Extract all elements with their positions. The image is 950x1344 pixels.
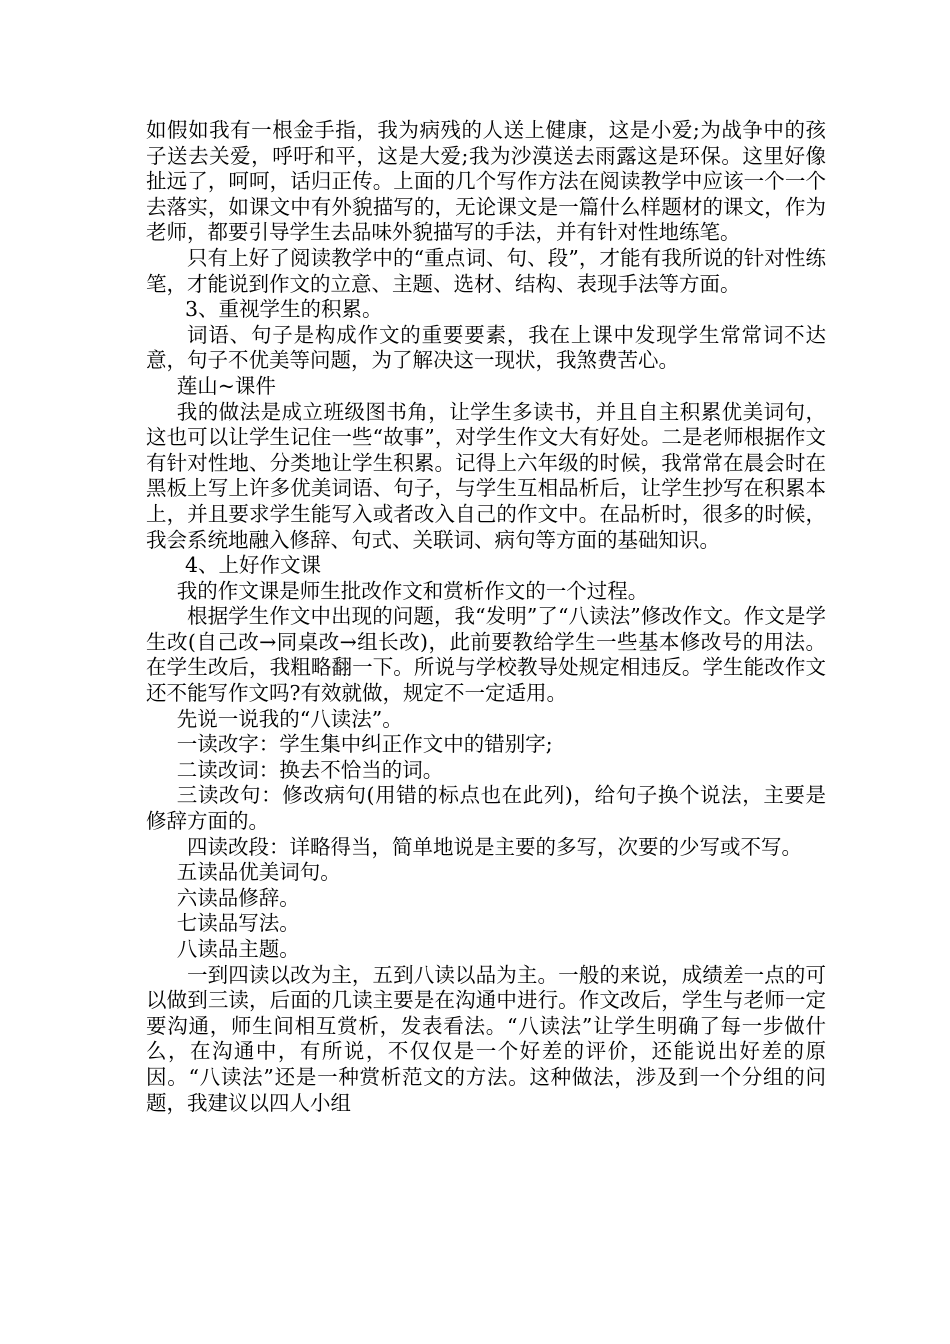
section-heading-4: 4、上好作文课	[184, 553, 321, 578]
body-text	[146, 118, 826, 1116]
list-item-read-4: 四读改段：详略得当，简单地说是主要的多写，次要的少写或不写。	[187, 834, 802, 859]
list-item-read-8: 八读品主题。	[176, 937, 300, 961]
paragraph-method-intro: 先说一说我的“八读法”。	[176, 706, 403, 731]
paragraph-intro: 如假如我有一根金手指，我为病残的人送上健康，这是小爱;为战争中的孩子送去关爱，呼吁和平，这是大爱;我为沙漠送去雨露这是环保。这里好像扯远了，呵呵，话归正传。上面的几个写作方法在阅读教学中应该一个一个去落实，如课文中有外貌描写的，无论课文是一篇什么样题材的课文，作为老师，都要引导学生去品味外貌描写的手法，并有针对性地练笔。	[146, 118, 826, 245]
list-item-read-7: 七读品写法。	[176, 911, 300, 936]
paragraph-eight-reading-method: 根据学生作文中出现的问题，我“发明”了“八读法”修改作文。作文是学生改(自己改→同桌改→组长改)，此前要教给学生一些基本修改号的用法。在学生改后，我粗略翻一下。所说与学校教导处规定相违反。学生能改作文还不能写作文吗?有效就做，规定不一定适用。	[146, 604, 826, 706]
list-item-read-2: 二读改词：换去不恰当的词。	[176, 757, 444, 782]
paragraph-composition-class: 我的作文课是师生批改作文和赏析作文的一个过程。	[176, 578, 649, 603]
paragraph-my-method: 我的做法是成立班级图书角，让学生多读书，并且自主积累优美词句，这也可以让学生记住一些“故事”，对学生作文大有好处。二是老师根据作文有针对性地、分类地让学生积累。记得上六年级的时候，我常常在晨会时在黑板上写上许多优美词语、句子，与学生互相品析后，让学生抄写在积累本上，并且要求学生能写入或者改入自己的作文中。在品析时，很多的时候，我会系统地融入修辞、句式、关联词、病句等方面的基础知识。	[146, 399, 826, 552]
paragraph-summary: 一到四读以改为主，五到八读以品为主。一般的来说，成绩差一点的可以做到三读，后面的几读主要是在沟通中进行。作文改后，学生与老师一定要沟通，师生间相互赏析，发表看法。“八读法”让学生明确了每一步做什么，在沟通中，有所说，不仅仅是一个好差的评价，还能说出好差的原因。“八读法”还是一种赏析范文的方法。这种做法，涉及到一个分组的问题，我建议以四人小组	[146, 962, 826, 1115]
paragraph-reading-teaching: 只有上好了阅读教学中的“重点词、句、段”，才能有我所说的针对性练笔，才能说到作文的立意、主题、选材、结构、表现手法等方面。	[146, 245, 826, 296]
list-item-read-3: 三读改句：修改病句(用错的标点也在此列)，给句子换个说法，主要是修辞方面的。	[146, 783, 826, 834]
list-item-read-1: 一读改字：学生集中纠正作文中的错别字;	[176, 732, 553, 757]
list-item-read-5: 五读品优美词句。	[176, 860, 341, 885]
section-heading-3: 3、重视学生的积累。	[184, 297, 383, 322]
paragraph-vocabulary: 词语、句子是构成作文的重要要素，我在上课中发现学生常常词不达意，句子不优美等问题，为了解决这一现状，我煞费苦心。	[146, 322, 826, 373]
paragraph-source-note: 莲山~课件	[176, 373, 276, 398]
list-item-read-6: 六读品修辞。	[176, 885, 300, 910]
